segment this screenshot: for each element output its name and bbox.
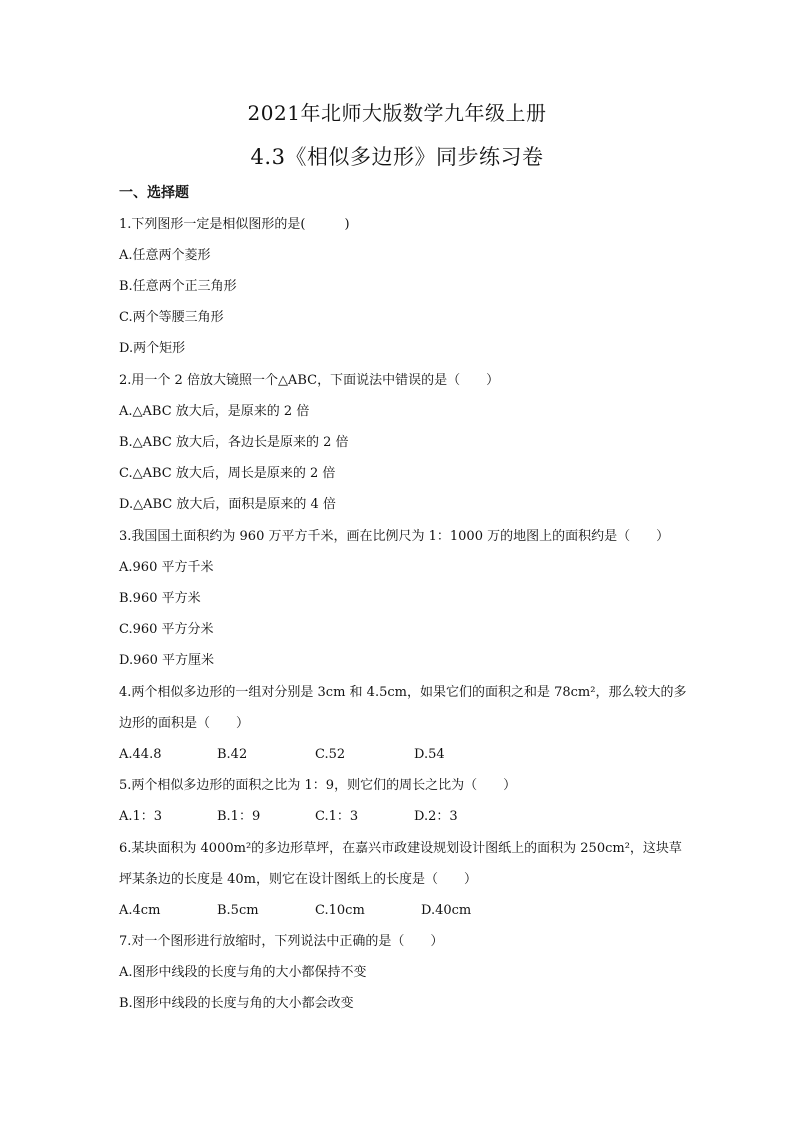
question-4-option-d: D.54 (414, 747, 445, 762)
question-3-stem: 3.我国国土面积约为 960 万平方千米，画在比例尺为 1：1000 万的地图上的面积约是（ ） (119, 529, 670, 544)
question-5-option-d: D.2：3 (414, 809, 458, 824)
question-3-option-d: D.960 平方厘米 (119, 653, 215, 668)
question-1-stem: 1.下列图形一定是相似图形的是( ) (119, 217, 350, 232)
question-3-option-a: A.960 平方千米 (119, 560, 214, 575)
question-1-option-c: C.两个等腰三角形 (119, 310, 224, 325)
question-2-option-b: B.△ABC 放大后，各边长是原来的 2 倍 (119, 435, 349, 450)
worksheet-subtitle: 4.3《相似多边形》同步练习卷 (250, 145, 544, 169)
section-heading: 一、选择题 (119, 185, 189, 201)
question-2-option-c: C.△ABC 放大后，周长是原来的 2 倍 (119, 466, 336, 481)
question-2-option-a: A.△ABC 放大后，是原来的 2 倍 (119, 404, 310, 419)
question-6-option-b: B.5cm (217, 903, 259, 918)
worksheet-title: 2021年北师大版数学九年级上册 (247, 101, 547, 125)
question-4-options (119, 746, 679, 764)
question-7-option-b: B.图形中线段的长度与角的大小都会改变 (119, 996, 354, 1011)
question-3-option-b: B.960 平方米 (119, 591, 201, 606)
question-6-options (119, 902, 679, 920)
question-6-option-c: C.10cm (315, 903, 365, 918)
question-1-option-b: B.任意两个正三角形 (119, 279, 237, 294)
question-1-option-a: A.任意两个菱形 (119, 248, 211, 263)
question-5-stem: 5.两个相似多边形的面积之比为 1：9，则它们的周长之比为（ ） (119, 778, 517, 793)
question-4-option-c: C.52 (315, 747, 346, 762)
question-4-stem-line1: 4.两个相似多边形的一组对分别是 3cm 和 4.5cm，如果它们的面积之和是 78cm²，那么较大的多 (119, 685, 687, 700)
question-5-option-b: B.1：9 (217, 809, 261, 824)
question-7-stem: 7.对一个图形进行放缩时，下列说法中正确的是（ ） (119, 934, 444, 949)
question-2-option-d: D.△ABC 放大后，面积是原来的 4 倍 (119, 497, 336, 512)
question-2-stem: 2.用一个 2 倍放大镜照一个△ABC，下面说法中错误的是（ ） (119, 373, 500, 388)
question-5-option-a: A.1：3 (119, 809, 163, 824)
question-5-options (119, 808, 679, 826)
question-6-stem-line2: 坪某条边的长度是 40m，则它在设计图纸上的长度是（ ） (119, 872, 478, 887)
question-6-option-a: A.4cm (119, 903, 161, 918)
question-6-option-d: D.40cm (421, 903, 472, 918)
question-6-stem-line1: 6.某块面积为 4000m²的多边形草坪，在嘉兴市政建设规划设计图纸上的面积为 250cm²，这块草 (119, 841, 682, 856)
question-1-option-d: D.两个矩形 (119, 341, 186, 356)
question-3-option-c: C.960 平方分米 (119, 622, 214, 637)
question-4-option-b: B.42 (217, 747, 248, 762)
question-5-option-c: C.1：3 (315, 809, 359, 824)
question-4-option-a: A.44.8 (119, 747, 162, 762)
question-4-stem-line2: 边形的面积是（ ） (119, 716, 250, 731)
question-7-option-a: A.图形中线段的长度与角的大小都保持不变 (119, 965, 367, 980)
